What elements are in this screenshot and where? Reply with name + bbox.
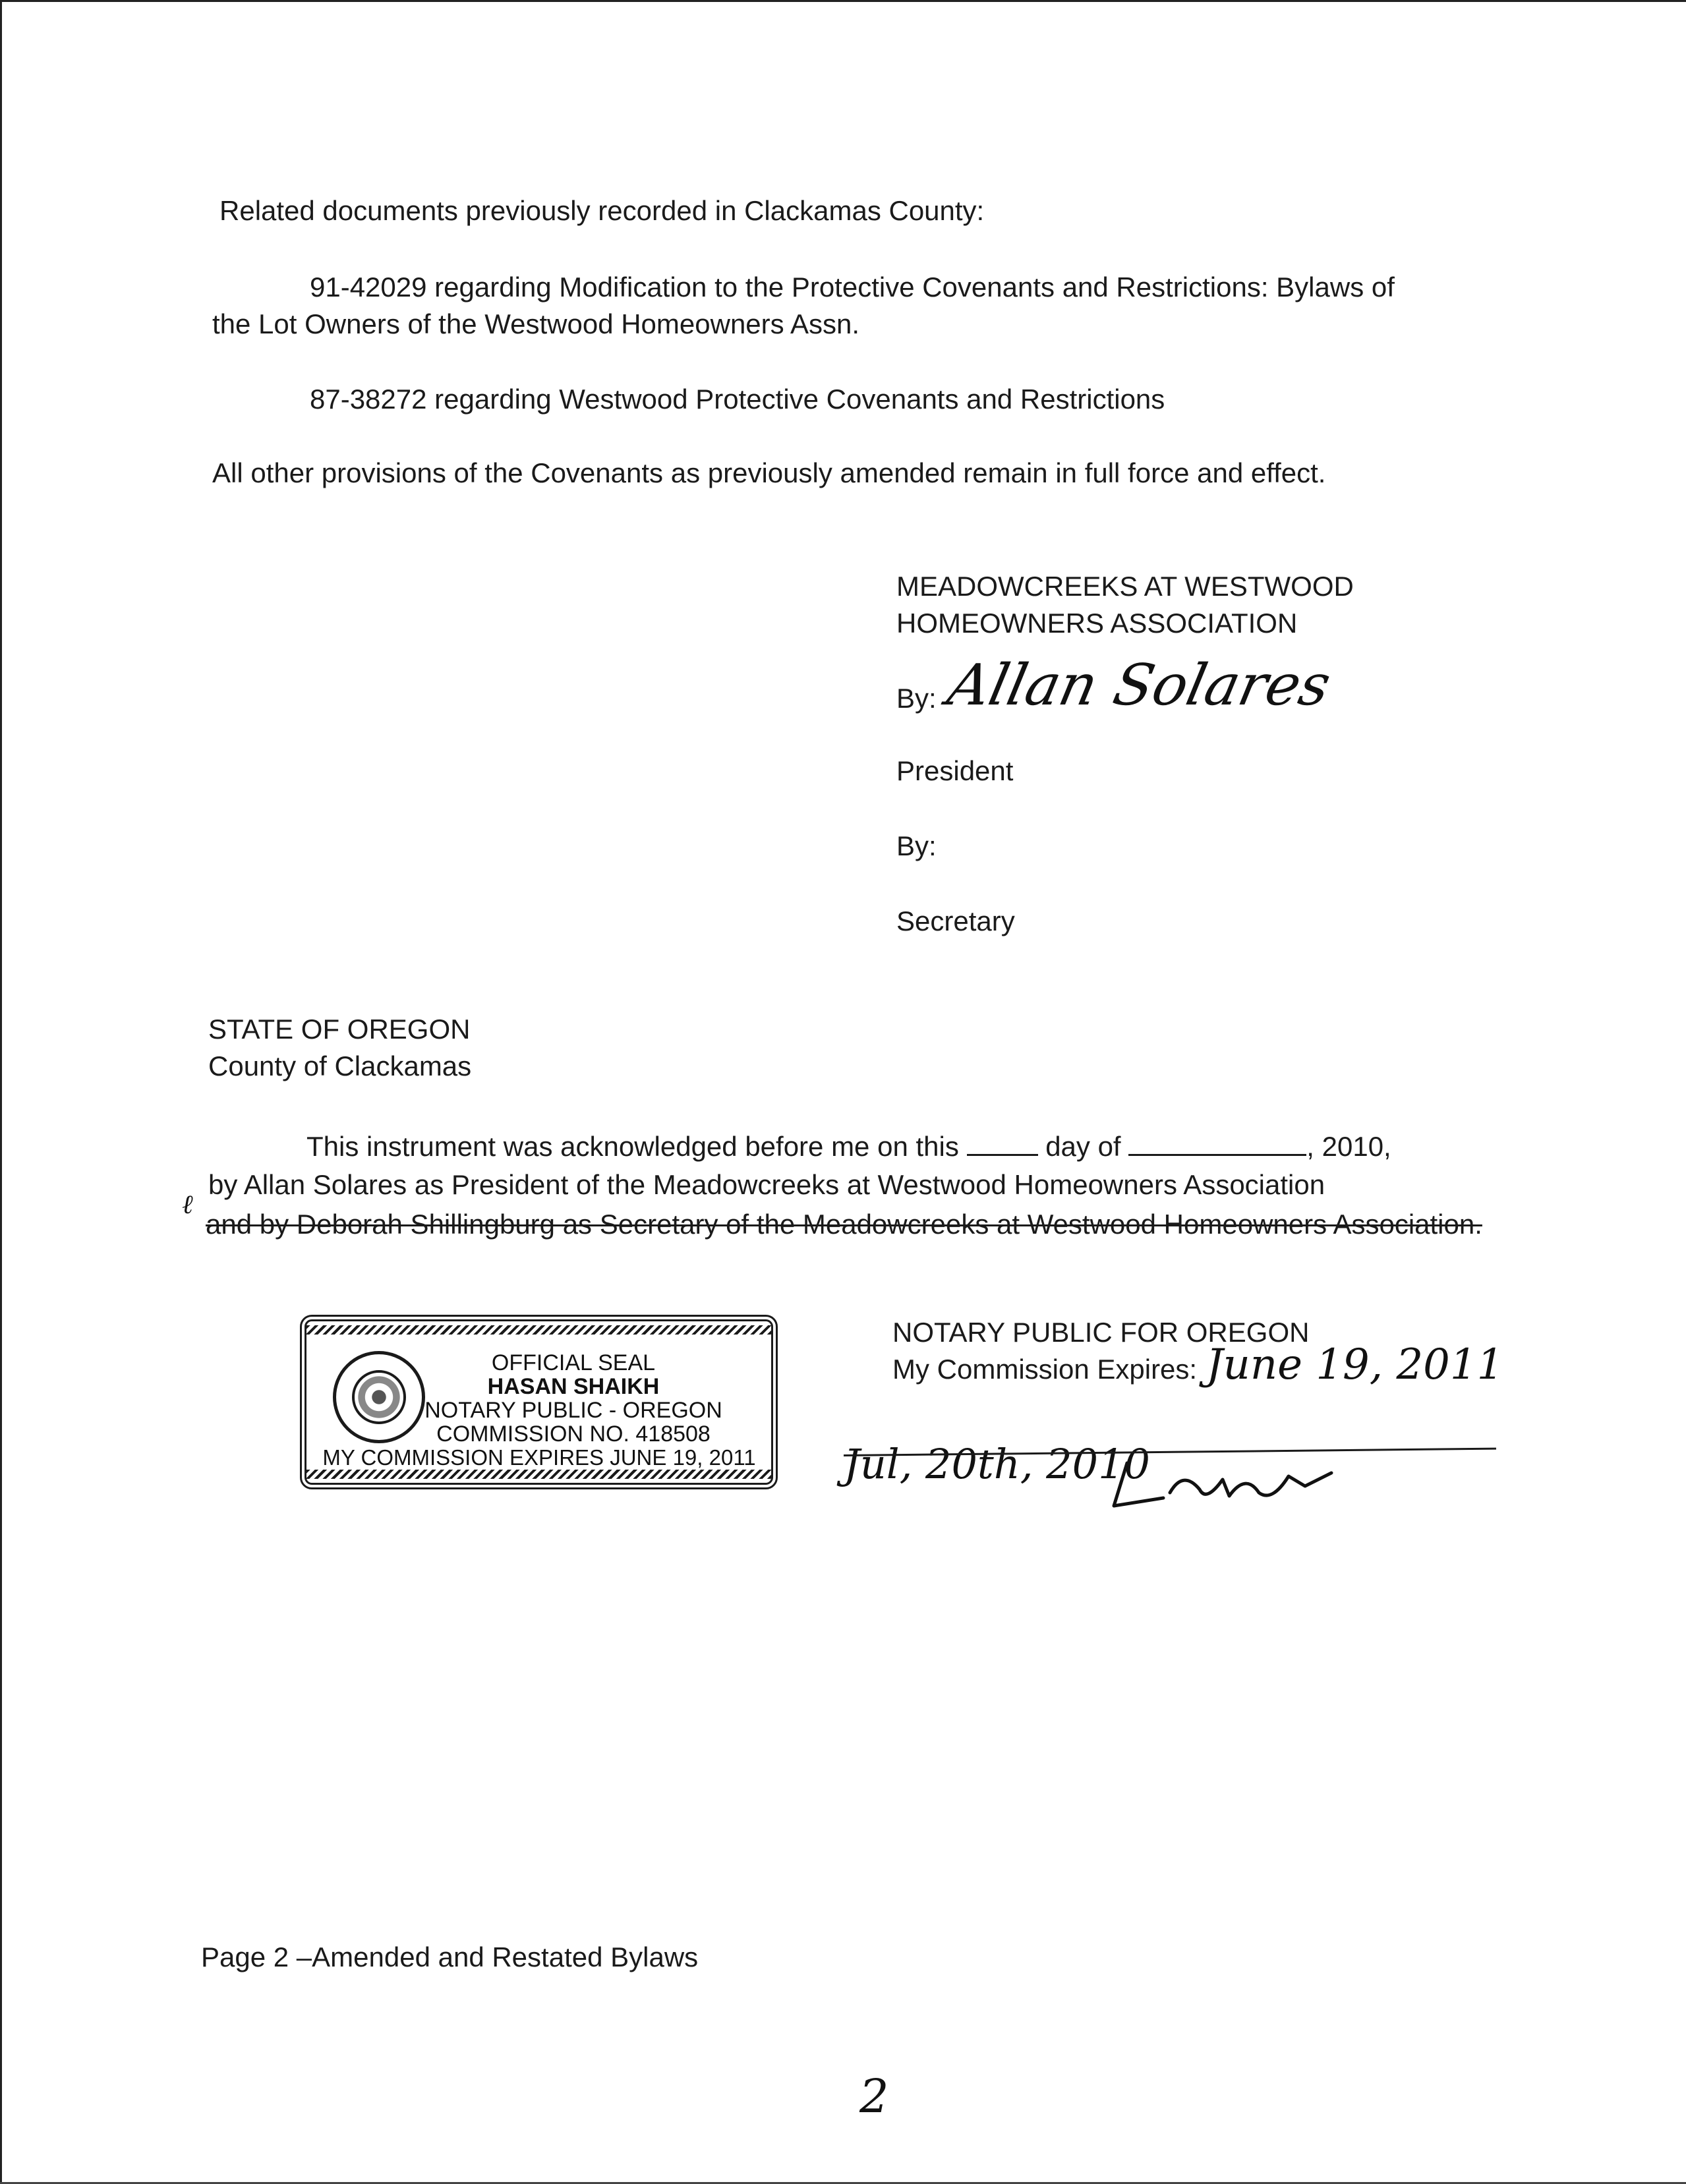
state-label: STATE OF OREGON	[208, 1014, 471, 1045]
president-title: President	[896, 755, 1014, 786]
page-footer: Page 2 –Amended and Restated Bylaws	[201, 1941, 699, 1972]
by-label-president: By:	[896, 683, 937, 714]
by-label-secretary: By:	[896, 830, 937, 861]
other-provisions: All other provisions of the Covenants as previously amended remain in full force and effect.	[212, 457, 1326, 488]
related-heading: Related documents previously recorded in Clackamas County:	[219, 195, 985, 226]
acknowledgment-line2: by Allan Solares as President of the Meadowcreeks at Westwood Homeowners Association	[208, 1169, 1325, 1200]
page-border-top	[0, 0, 1686, 2]
notary-date-handwritten: Jul, 20th, 2010	[844, 1440, 1150, 1488]
handwritten-page-number: 2	[859, 2069, 889, 2123]
ack-text-1: This instrument was acknowledged before me on this	[306, 1131, 959, 1162]
notary-title: NOTARY PUBLIC FOR OREGON	[892, 1317, 1310, 1348]
initials-mark: ℓ	[182, 1190, 193, 1220]
stamp-rope-top	[306, 1325, 771, 1335]
acknowledgment-struck-line: and by Deborah Shillingburg as Secretary of the Meadowcreeks at Westwood Homeowners Association.	[206, 1209, 1482, 1240]
association-name-line1: MEADOWCREEKS AT WESTWOOD	[896, 571, 1354, 602]
stamp-rope-bottom	[306, 1470, 771, 1479]
notary-stamp	[300, 1315, 778, 1489]
ack-text-2: day of	[1045, 1131, 1121, 1162]
notary-signature-scribble	[1107, 1447, 1358, 1519]
commission-expiry-handwritten: June 19, 2011	[1206, 1340, 1504, 1389]
stamp-official-seal: OFFICIAL SEAL	[491, 1350, 656, 1375]
doc1-line2: the Lot Owners of the Westwood Homeowners Assn.	[212, 308, 860, 339]
commission-label: My Commission Expires:	[892, 1354, 1198, 1385]
day-blank	[967, 1130, 1038, 1156]
doc2-line: 87-38272 regarding Westwood Protective Covenants and Restrictions	[310, 384, 1165, 415]
month-blank	[1128, 1130, 1306, 1156]
county-label: County of Clackamas	[208, 1050, 472, 1081]
doc1-line1: 91-42029 regarding Modification to the Protective Covenants and Restrictions: Bylaws of	[310, 272, 1395, 302]
stamp-commission-expires: MY COMMISSION EXPIRES JUNE 19, 2011	[322, 1445, 756, 1470]
page-border-left	[0, 0, 2, 2184]
stamp-notary-public: NOTARY PUBLIC - OREGON	[424, 1398, 722, 1423]
stamp-notary-name: HASAN SHAIKH	[487, 1374, 660, 1399]
secretary-title: Secretary	[896, 905, 1015, 936]
association-name-line2: HOMEOWNERS ASSOCIATION	[896, 608, 1298, 639]
ack-text-3: , 2010,	[1306, 1131, 1391, 1162]
oregon-seal-center	[352, 1370, 406, 1424]
stamp-commission-number: COMMISSION NO. 418508	[436, 1422, 711, 1447]
acknowledgment-line1	[306, 1128, 1391, 1165]
president-signature: Allan Solares	[942, 652, 1337, 718]
